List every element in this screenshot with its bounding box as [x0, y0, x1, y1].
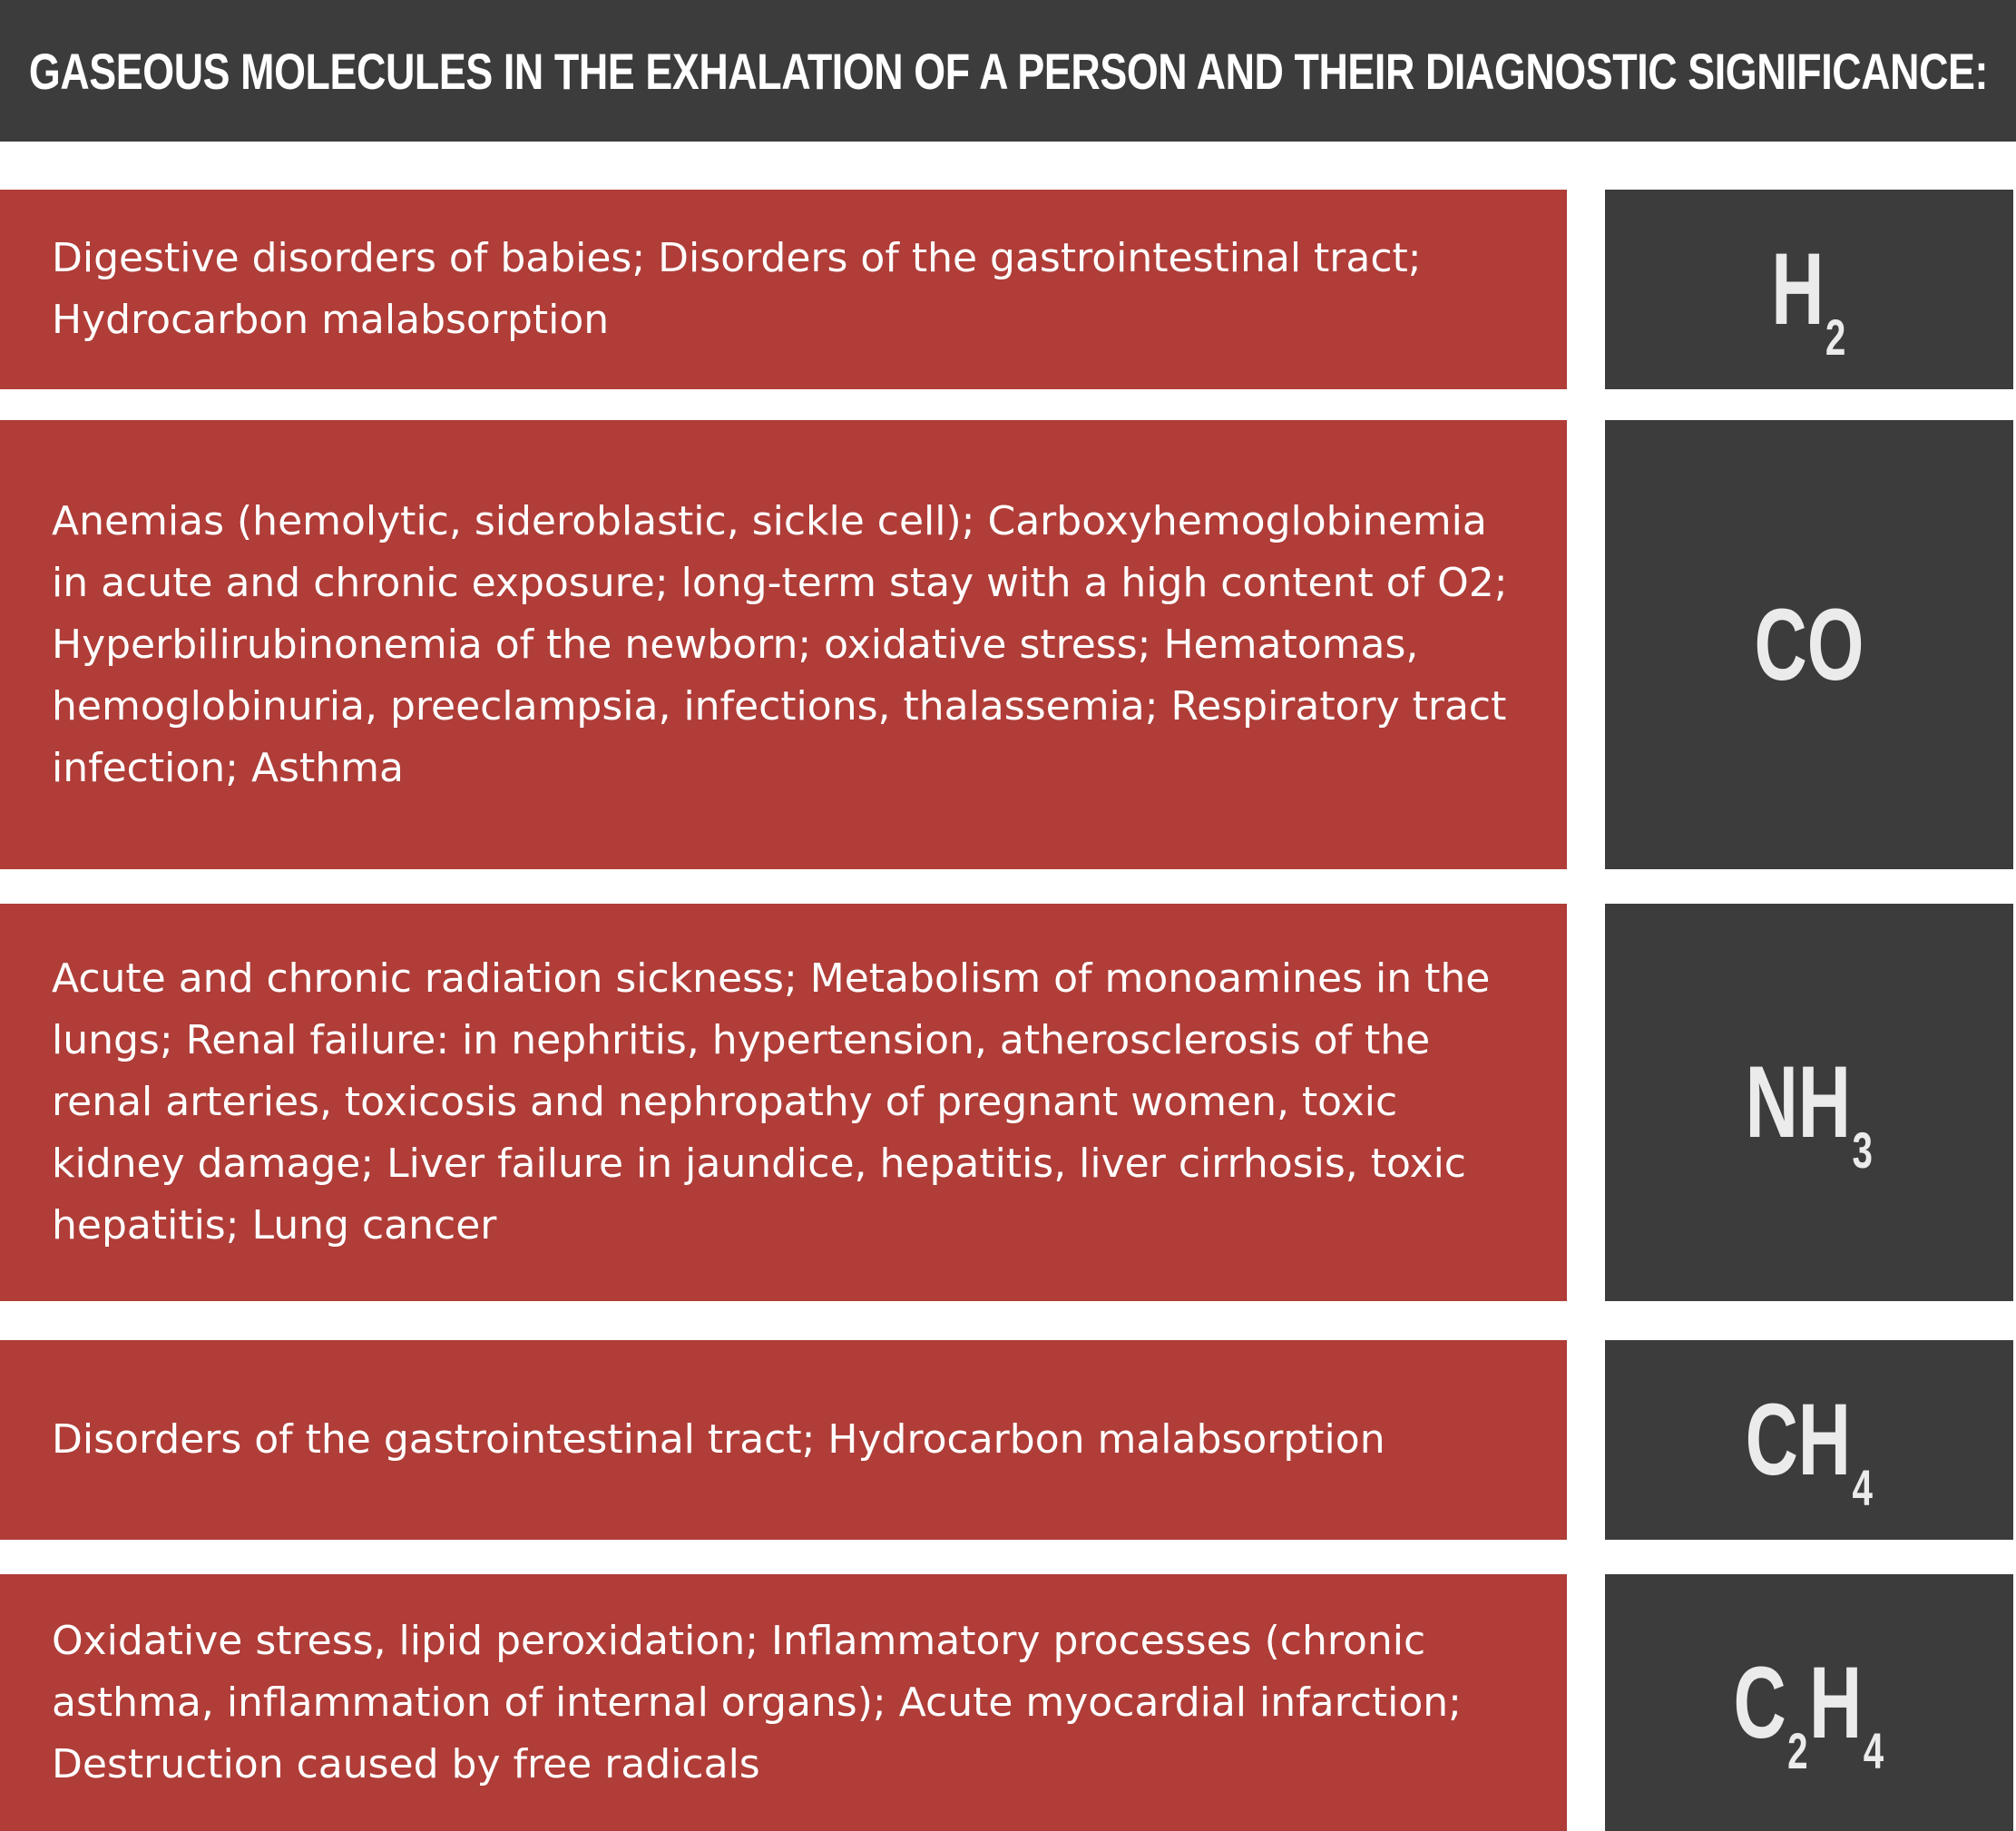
- formula-ch4: CH4: [1745, 1383, 1873, 1516]
- page-title: GASEOUS MOLECULES IN THE EXHALATION OF A PERSON AND THEIR DIAGNOSTIC SIGNIFICANCE:: [28, 42, 1988, 100]
- formula-h2: H2: [1771, 232, 1846, 366]
- description-cell: [0, 190, 1567, 389]
- table-row-nh3: [0, 904, 2016, 1301]
- description-cell: [0, 1340, 1567, 1540]
- description-text: Disorders of the gastrointestinal tract; Hydrocarbon malabsorption: [52, 1416, 1385, 1463]
- formula-cell: [1605, 1574, 2013, 1831]
- formula-c2h4: C2H4: [1733, 1645, 1884, 1779]
- formula-cell: [1605, 190, 2013, 389]
- formula-cell: [1605, 1340, 2013, 1540]
- description-cell: [0, 1574, 1567, 1831]
- formula-cell: [1605, 904, 2013, 1301]
- table-row-c2h4: [0, 1574, 2016, 1831]
- table-row-co: [0, 420, 2016, 869]
- formula-co: CO: [1754, 587, 1864, 701]
- formula-cell: [1605, 420, 2013, 869]
- formula-nh3: NH3: [1745, 1045, 1873, 1179]
- table-row-h2: [0, 190, 2016, 389]
- description-cell: [0, 420, 1567, 869]
- description-text: Digestive disorders of babies; Disorders of the gastrointestinal tract; Hydrocarbon malabsorption: [52, 235, 1422, 343]
- description-cell: [0, 904, 1567, 1301]
- description-text: Anemias (hemolytic, sideroblastic, sickle cell); Carboxyhemoglobinemia in acute and chronic exposure; long-term stay with a high content of O2; Hyperbilirubinonemia of the newborn; oxidative stress; Hematomas, hemoglobinuria, preeclampsia, infections, thalassemia; Respiratory tract infection; Asthma: [52, 497, 1508, 791]
- header-bar: [0, 0, 2016, 142]
- description-text: Oxidative stress, lipid peroxidation; Inflammatory processes (chronic asthma, inflammation of internal organs); Acute myocardial infarction; Destruction caused by free radicals: [52, 1617, 1463, 1787]
- table-row-ch4: [0, 1340, 2016, 1540]
- description-text: Acute and chronic radiation sickness; Metabolism of monoamines in the lungs; Renal failure: in nephritis, hypertension, atherosclerosis of the renal arteries, toxicosis and nephropathy of pregnant women, toxic kidney damage; Liver failure in jaundice, hepatitis, liver cirrhosis, toxic hepatitis; Lung cancer: [52, 955, 1491, 1248]
